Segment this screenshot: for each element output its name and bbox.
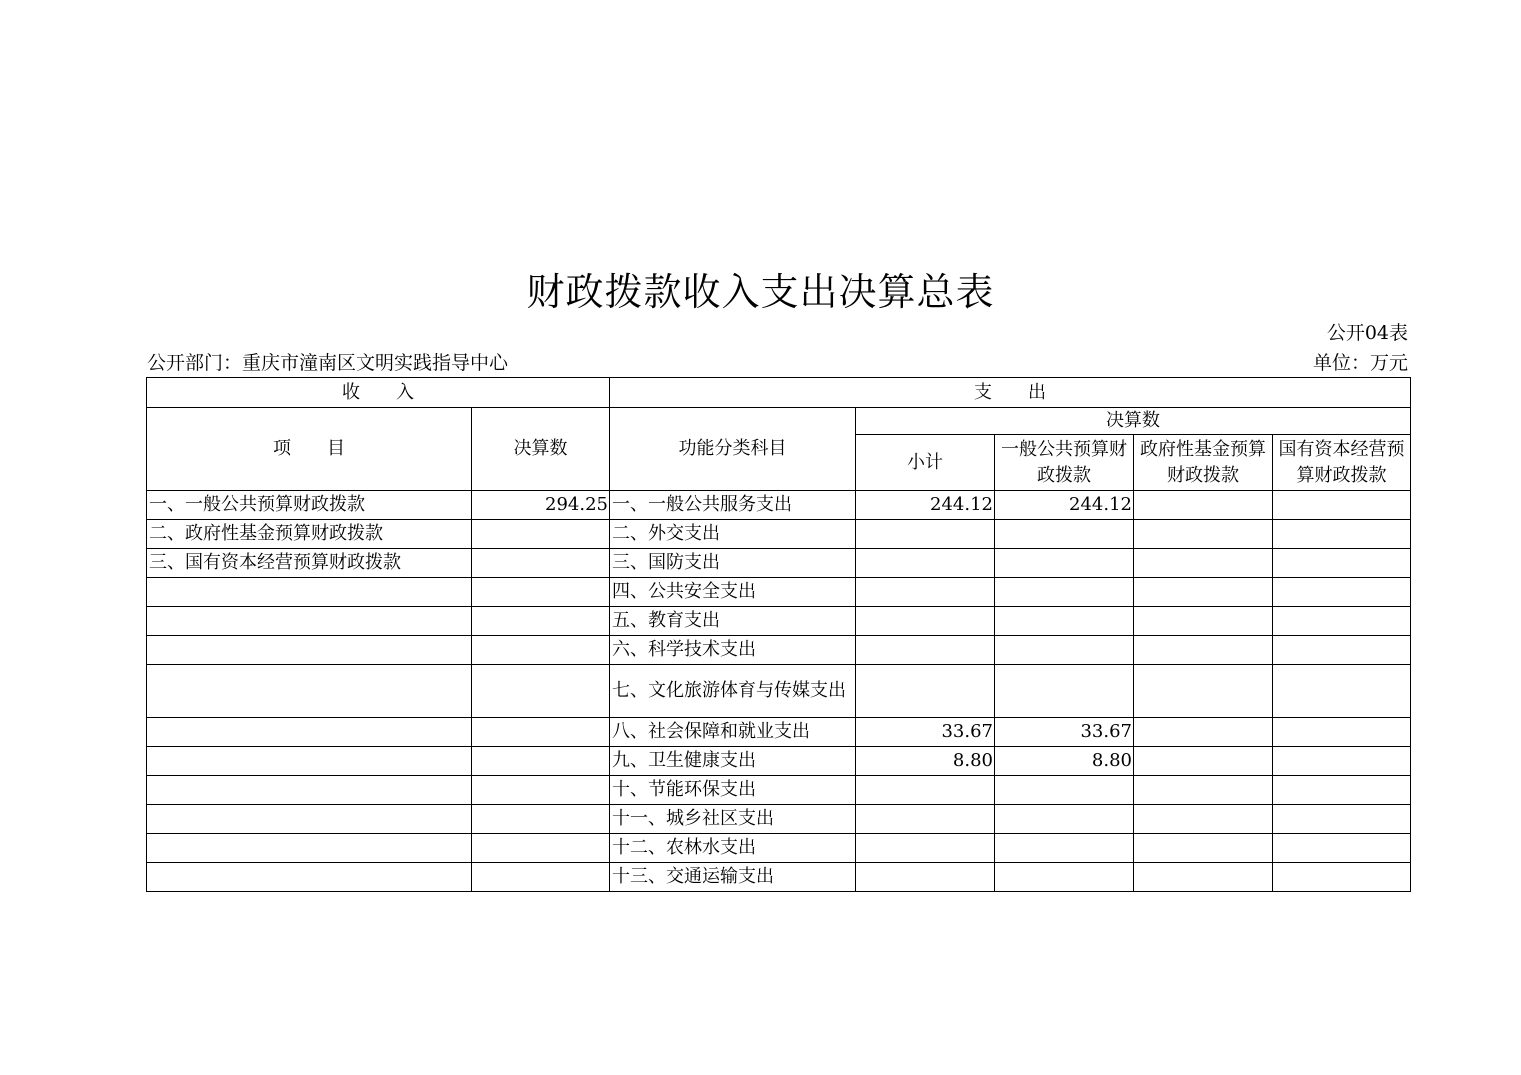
gov-fund-cell	[1134, 776, 1273, 805]
final-amount-group-header: 决算数	[856, 408, 1411, 435]
page-title: 财政拨款收入支出决算总表	[526, 270, 995, 314]
state-capital-cell	[1273, 607, 1411, 636]
state-capital-cell	[1273, 578, 1411, 607]
expenditure-item-cell: 四、公共安全支出	[610, 578, 856, 607]
income-amount-cell	[472, 520, 610, 549]
function-category-header: 功能分类科目	[610, 408, 856, 491]
gov-fund-cell	[1134, 747, 1273, 776]
general-budget-cell	[995, 549, 1134, 578]
general-budget-cell	[995, 863, 1134, 892]
subtotal-cell	[856, 520, 995, 549]
subtotal-header: 小计	[856, 435, 995, 491]
state-capital-cell	[1273, 636, 1411, 665]
subtotal-cell	[856, 863, 995, 892]
income-amount-cell	[472, 776, 610, 805]
income-amount-cell	[472, 665, 610, 718]
gov-fund-cell	[1134, 607, 1273, 636]
income-amount-cell	[472, 805, 610, 834]
general-budget-cell	[995, 607, 1134, 636]
subtotal-cell	[856, 549, 995, 578]
expenditure-item-cell: 一、一般公共服务支出	[610, 491, 856, 520]
general-budget-cell: 244.12	[995, 491, 1134, 520]
gov-fund-header: 政府性基金预算财政拨款	[1134, 435, 1273, 491]
table-row	[147, 665, 1411, 718]
state-capital-cell	[1273, 718, 1411, 747]
expenditure-item-cell: 二、外交支出	[610, 520, 856, 549]
subtotal-cell	[856, 776, 995, 805]
unit-label: 单位：万元	[1312, 352, 1408, 374]
subtotal-cell	[856, 805, 995, 834]
state-capital-cell	[1273, 520, 1411, 549]
income-item-cell	[147, 776, 472, 805]
state-capital-cell	[1273, 805, 1411, 834]
gov-fund-cell	[1134, 636, 1273, 665]
gov-fund-cell	[1134, 665, 1273, 718]
expenditure-item-cell: 七、文化旅游体育与传媒支出	[610, 665, 856, 718]
general-budget-cell	[995, 578, 1134, 607]
state-capital-cell	[1273, 834, 1411, 863]
subtotal-cell	[856, 834, 995, 863]
income-item-cell	[147, 747, 472, 776]
table-row	[147, 834, 1411, 863]
subtotal-cell: 8.80	[856, 747, 995, 776]
table-row	[147, 747, 1411, 776]
expenditure-item-cell: 六、科学技术支出	[610, 636, 856, 665]
state-capital-cell	[1273, 776, 1411, 805]
income-amount-cell	[472, 549, 610, 578]
general-budget-cell	[995, 520, 1134, 549]
table-row	[147, 805, 1411, 834]
income-item-cell	[147, 834, 472, 863]
general-budget-cell: 33.67	[995, 718, 1134, 747]
income-item-cell: 二、政府性基金预算财政拨款	[147, 520, 472, 549]
income-amount-cell	[472, 718, 610, 747]
state-capital-cell	[1273, 863, 1411, 892]
table-row	[147, 549, 1411, 578]
expenditure-item-cell: 五、教育支出	[610, 607, 856, 636]
gov-fund-cell	[1134, 718, 1273, 747]
general-budget-cell	[995, 636, 1134, 665]
state-capital-cell	[1273, 747, 1411, 776]
expenditure-item-cell: 十三、交通运输支出	[610, 863, 856, 892]
income-amount-cell: 294.25	[472, 491, 610, 520]
table-row	[147, 607, 1411, 636]
income-amount-cell	[472, 636, 610, 665]
expenditure-item-cell: 三、国防支出	[610, 549, 856, 578]
subtotal-cell: 244.12	[856, 491, 995, 520]
gov-fund-cell	[1134, 549, 1273, 578]
expenditure-item-cell: 十一、城乡社区支出	[610, 805, 856, 834]
budget-summary-table	[146, 377, 1411, 892]
gov-fund-cell	[1134, 863, 1273, 892]
subtotal-cell: 33.67	[856, 718, 995, 747]
income-header: 收 入	[147, 378, 610, 408]
income-item-cell	[147, 607, 472, 636]
general-budget-cell	[995, 805, 1134, 834]
subtotal-cell	[856, 665, 995, 718]
income-item-cell	[147, 718, 472, 747]
item-header: 项 目	[147, 408, 472, 491]
gov-fund-cell	[1134, 805, 1273, 834]
table-row	[147, 491, 1411, 520]
state-capital-cell	[1273, 549, 1411, 578]
general-budget-header: 一般公共预算财政拨款	[995, 435, 1134, 491]
general-budget-cell	[995, 665, 1134, 718]
state-capital-cell	[1273, 491, 1411, 520]
gov-fund-cell	[1134, 578, 1273, 607]
subtotal-cell	[856, 636, 995, 665]
final-amount-header: 决算数	[472, 408, 610, 491]
gov-fund-cell	[1134, 834, 1273, 863]
income-amount-cell	[472, 607, 610, 636]
income-item-cell	[147, 805, 472, 834]
header-row-1	[147, 378, 1411, 408]
income-item-cell: 三、国有资本经营预算财政拨款	[147, 549, 472, 578]
table-row	[147, 636, 1411, 665]
state-capital-header: 国有资本经营预算财政拨款	[1273, 435, 1411, 491]
income-amount-cell	[472, 578, 610, 607]
header-row-2	[147, 408, 1411, 435]
general-budget-cell	[995, 834, 1134, 863]
expenditure-item-cell: 九、卫生健康支出	[610, 747, 856, 776]
income-amount-cell	[472, 834, 610, 863]
income-amount-cell	[472, 747, 610, 776]
income-item-cell	[147, 636, 472, 665]
table-row	[147, 863, 1411, 892]
table-row	[147, 776, 1411, 805]
table-row	[147, 718, 1411, 747]
gov-fund-cell	[1134, 520, 1273, 549]
expenditure-item-cell: 八、社会保障和就业支出	[610, 718, 856, 747]
form-number: 公开04表	[1326, 322, 1408, 344]
gov-fund-cell	[1134, 491, 1273, 520]
expenditure-item-cell: 十二、农林水支出	[610, 834, 856, 863]
department-label: 公开部门：重庆市潼南区文明实践指导中心	[147, 352, 509, 374]
table-row	[147, 520, 1411, 549]
table-row	[147, 578, 1411, 607]
general-budget-cell: 8.80	[995, 747, 1134, 776]
income-item-cell: 一、一般公共预算财政拨款	[147, 491, 472, 520]
general-budget-cell	[995, 776, 1134, 805]
income-item-cell	[147, 578, 472, 607]
subtotal-cell	[856, 578, 995, 607]
income-amount-cell	[472, 863, 610, 892]
subtotal-cell	[856, 607, 995, 636]
income-item-cell	[147, 863, 472, 892]
income-item-cell	[147, 665, 472, 718]
state-capital-cell	[1273, 665, 1411, 718]
expenditure-item-cell: 十、节能环保支出	[610, 776, 856, 805]
expenditure-header: 支 出	[610, 378, 1411, 408]
